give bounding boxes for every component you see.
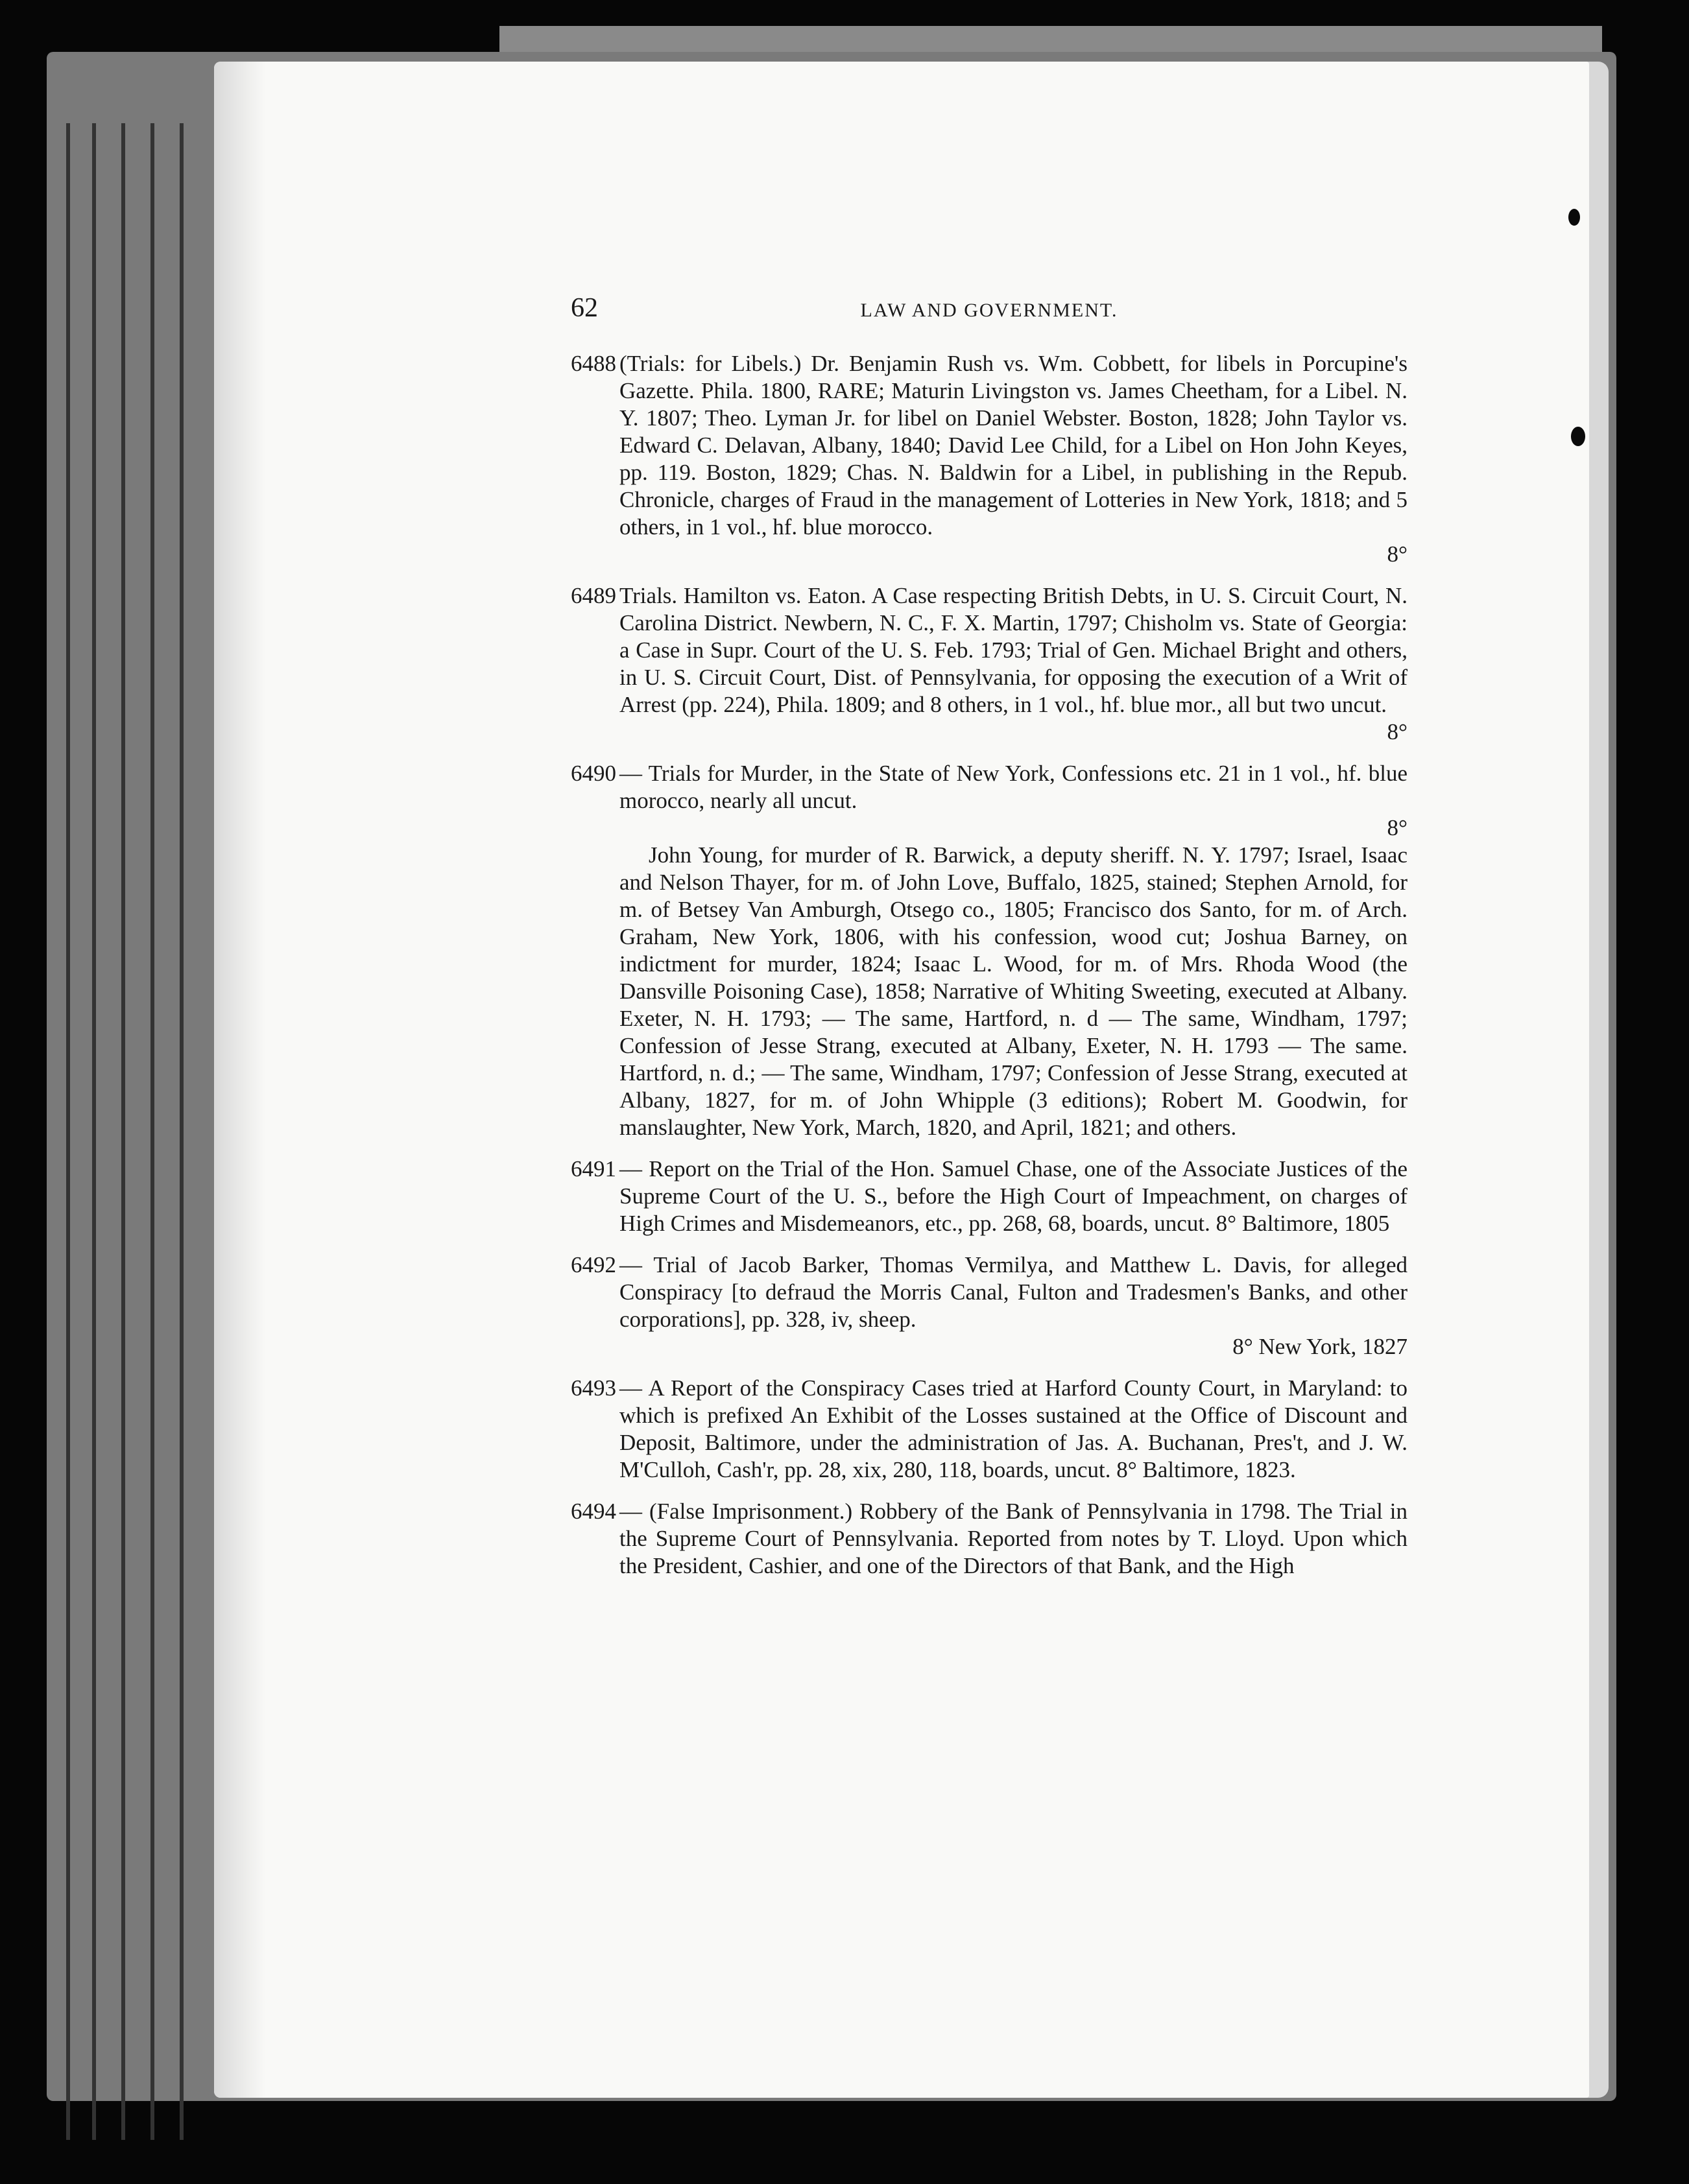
binding-hole-mark (1571, 427, 1585, 446)
entry-format: 8° New York, 1827 (1232, 1334, 1408, 1359)
catalog-entry (571, 1498, 1408, 1580)
lot-number: 6489 (571, 583, 616, 608)
entry-text: — A Report of the Conspiracy Cases tried at Harford County Court, in Maryland: to which is prefixed An Exhibit of the Losses sustained at the Office of Discount and Deposit, Baltimore, under the administration of Jas. A. Buchanan, Pres't, and J. W. M'Culloh, Cash'r, pp. 28, xix, 280, 118, boards, uncut. 8° Baltimore, 1823. (619, 1375, 1408, 1482)
lot-number: 6492 (571, 1252, 616, 1277)
entry-contents: John Young, for murder of R. Barwick, a deputy sheriff. N. Y. 1797; Israel, Isaac and Nelson Thayer, for m. of John Love, Buffalo, 1825, stained; Stephen Arnold, for m. of Betsey Van Amburgh, Otsego co., 1805; Francisco dos Santo, for m. of Arch. Graham, New York, 1806, with his confession, wood cut; Joshua Barney, on indictment for murder, 1824; Isaac L. Wood, for m. of Mrs. Rhoda Wood (the Dansville Poisoning Case), 1858; Narrative of Whiting Sweeting, executed at Albany. Exeter, N. H. 1793; — The same, Hartford, n. d — The same, Windham, 1797; Confession of Jesse Strang, executed at Albany, Exeter, N. H. 1793 — The same. Hartford, n. d.; — The same, Windham, 1797; Confession of Jesse Strang, executed at Albany, 1827, for m. of John Whipple (3 editions); Robert M. Goodwin, for manslaughter, New York, March, 1820, and April, 1821; and others. (619, 842, 1408, 1140)
entry-text: Trials. Hamilton vs. Eaton. A Case respecting British Debts, in U. S. Circuit Court, N. Carolina District. Newbern, N. C., F. X. Martin, 1797; Chisholm vs. State of Georgia: a Case in Supr. Court of the U. S. Feb. 1793; Trial of Gen. Michael Bright and others, in U. S. Circuit Court, Dist. of Pennsylvania, for opposing the execution of a Writ of Arrest (pp. 224), Phila. 1809; and 8 others, in 1 vol., hf. blue mor., all but two uncut. (619, 583, 1408, 717)
entry-text: — Report on the Trial of the Hon. Samuel Chase, one of the Associate Justices of the Supreme Court of the U. S., before the High Court of Impeachment, on charges of High Crimes and Misdemeanors, etc., pp. 268, 68, boards, uncut. 8° Baltimore, 1805 (619, 1156, 1408, 1236)
lot-number: 6490 (571, 761, 616, 786)
entry-text: — Trial of Jacob Barker, Thomas Vermilya, and Matthew L. Davis, for alleged Conspiracy [to defraud the Morris Canal, Fulton and Tradesmen's Banks, and other corporations], pp. 328, iv, sheep. (619, 1252, 1408, 1332)
entry-text: (Trials: for Libels.) Dr. Benjamin Rush vs. Wm. Cobbett, for libels in Porcupine's Gazette. Phila. 1800, RARE; Maturin Livingston vs. James Cheetham, for a Libel. N. Y. 1807; Theo. Lyman Jr. for libel on Daniel Webster. Boston, 1828; John Taylor vs. Edward C. Delavan, Albany, 1840; David Lee Child, for a Libel on Hon John Keyes, pp. 119. Boston, 1829; Chas. N. Baldwin for a Libel, in publishing in the Repub. Chronicle, charges of Fraud in the management of Lotteries in New York, 1818; and 5 others, in 1 vol., hf. blue morocco. (619, 351, 1408, 540)
page-edge-line (66, 123, 70, 2140)
page-content (571, 291, 1408, 1594)
entry-text: — Trials for Murder, in the State of New York, Confessions etc. 21 in 1 vol., hf. blue morocco, nearly all uncut. (619, 761, 1408, 813)
binding-hole-mark (1568, 209, 1580, 226)
lot-number: 6494 (571, 1499, 616, 1524)
page-number: 62 (571, 293, 598, 323)
catalog-entry (571, 760, 1408, 1141)
catalog-entry (571, 1156, 1408, 1237)
running-head (571, 291, 1408, 336)
entry-format: 8° (1387, 541, 1408, 567)
page-edge-line (92, 123, 96, 2140)
page-edge-line (150, 123, 154, 2140)
gutter-shadow (214, 62, 266, 2098)
page-edge-line (121, 123, 125, 2140)
catalog-entry (571, 350, 1408, 568)
running-title: LAW AND GOVERNMENT. (860, 300, 1118, 321)
page-edge-line (180, 123, 184, 2140)
catalog-entry (571, 1252, 1408, 1360)
catalog-entry (571, 1375, 1408, 1484)
lot-number: 6493 (571, 1375, 616, 1401)
entry-format: 8° (1387, 815, 1408, 840)
entry-text: — (False Imprisonment.) Robbery of the Bank of Pennsylvania in 1798. The Trial in the Supreme Court of Pennsylvania. Reported from notes by T. Lloyd. Upon which the President, Cashier, and one of the Directors of that Bank, and the High (619, 1499, 1408, 1578)
lot-number: 6491 (571, 1156, 616, 1181)
lot-number: 6488 (571, 351, 616, 376)
entry-format: 8° (1387, 719, 1408, 744)
catalog-entry (571, 582, 1408, 746)
